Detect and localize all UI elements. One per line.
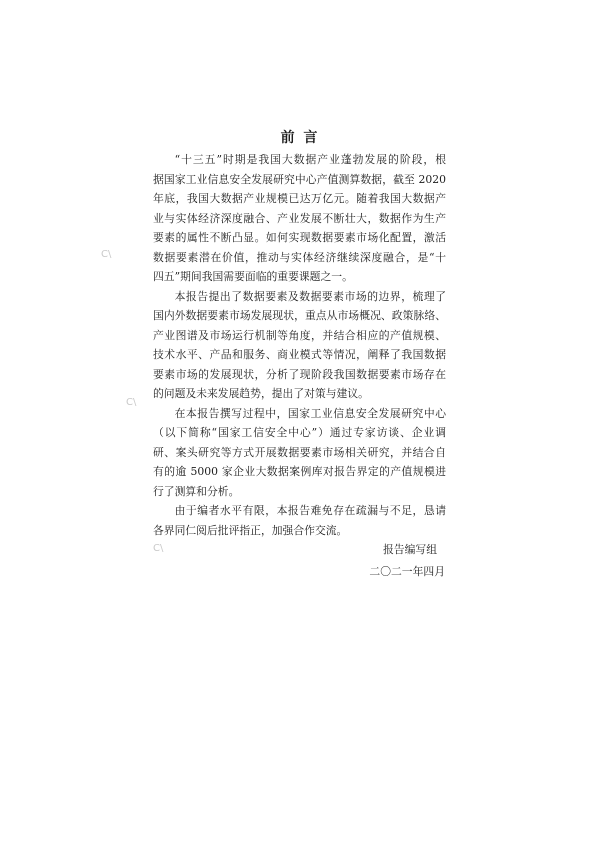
text-line: 研、案头研究等方式开展数据要素市场相关研究，并结合自 <box>153 445 446 459</box>
text-line: 有的逾 5000 家企业大数据案例库对报告界定的产值规模进 <box>153 465 446 478</box>
text-line: 的问题及未来发展趋势，提出了对策与建议。 <box>153 387 369 400</box>
text-line: “十三五”时期是我国大数据产业蓬勃发展的阶段，根 <box>174 153 446 166</box>
watermark-mark: C\ <box>101 249 112 260</box>
date: 二〇二一年四月 <box>369 565 445 578</box>
text-line: 行了测算和分析。 <box>153 484 240 498</box>
text-line: 数据要素潜在价值，推动与实体经济继续深度融合，是“十 <box>153 250 446 264</box>
page-title: 前 言 <box>280 130 320 146</box>
text-line: 据国家工业信息安全发展研究中心产值测算数据，截至 2020 <box>153 172 446 186</box>
text-line: （以下简称“国家工信安全中心”）通过专家访谈、企业调 <box>153 426 446 439</box>
text-line: 要素市场的发展现状，分析了现阶段我国数据要素市场存在 <box>153 367 446 381</box>
text-line: 技术水平、产品和服务、商业模式等情况，阐释了我国数据 <box>153 348 446 361</box>
preface-body <box>153 150 446 540</box>
text-line: 各界同仁阅后批评指正，加强合作交流。 <box>153 523 348 537</box>
paragraph-2 <box>153 287 446 404</box>
text-line: 国内外数据要素市场发展现状，重点从市场概况、政策脉络、 <box>153 309 446 322</box>
paragraph-4 <box>153 501 446 540</box>
text-line: 本报告提出了数据要素及数据要素市场的边界，梳理了 <box>174 289 446 303</box>
paragraph-3 <box>153 404 446 502</box>
text-line: 由于编者水平有限，本报告难免存在疏漏与不足，恳请 <box>174 504 446 517</box>
paragraph-1 <box>153 150 446 287</box>
text-line: 年底，我国大数据产业规模已达万亿元。随着我国大数据产 <box>153 192 446 205</box>
text-line: 四五”期间我国需要面临的重要课题之一。 <box>153 270 353 283</box>
watermark-mark: C\ <box>126 397 137 408</box>
text-line: 在本报告撰写过程中，国家工业信息安全发展研究中心 <box>174 406 446 420</box>
text-line: 业与实体经济深度融合、产业发展不断壮大，数据作为生产 <box>153 211 446 225</box>
text-line: 产业图谱及市场运行机制等角度，并结合相应的产值规模、 <box>153 328 446 342</box>
text-line: 要素的属性不断凸显。如何实现数据要素市场化配置，激活 <box>153 231 446 244</box>
signature: 报告编写组 <box>383 543 437 556</box>
watermark-mark: C\ <box>153 543 164 554</box>
